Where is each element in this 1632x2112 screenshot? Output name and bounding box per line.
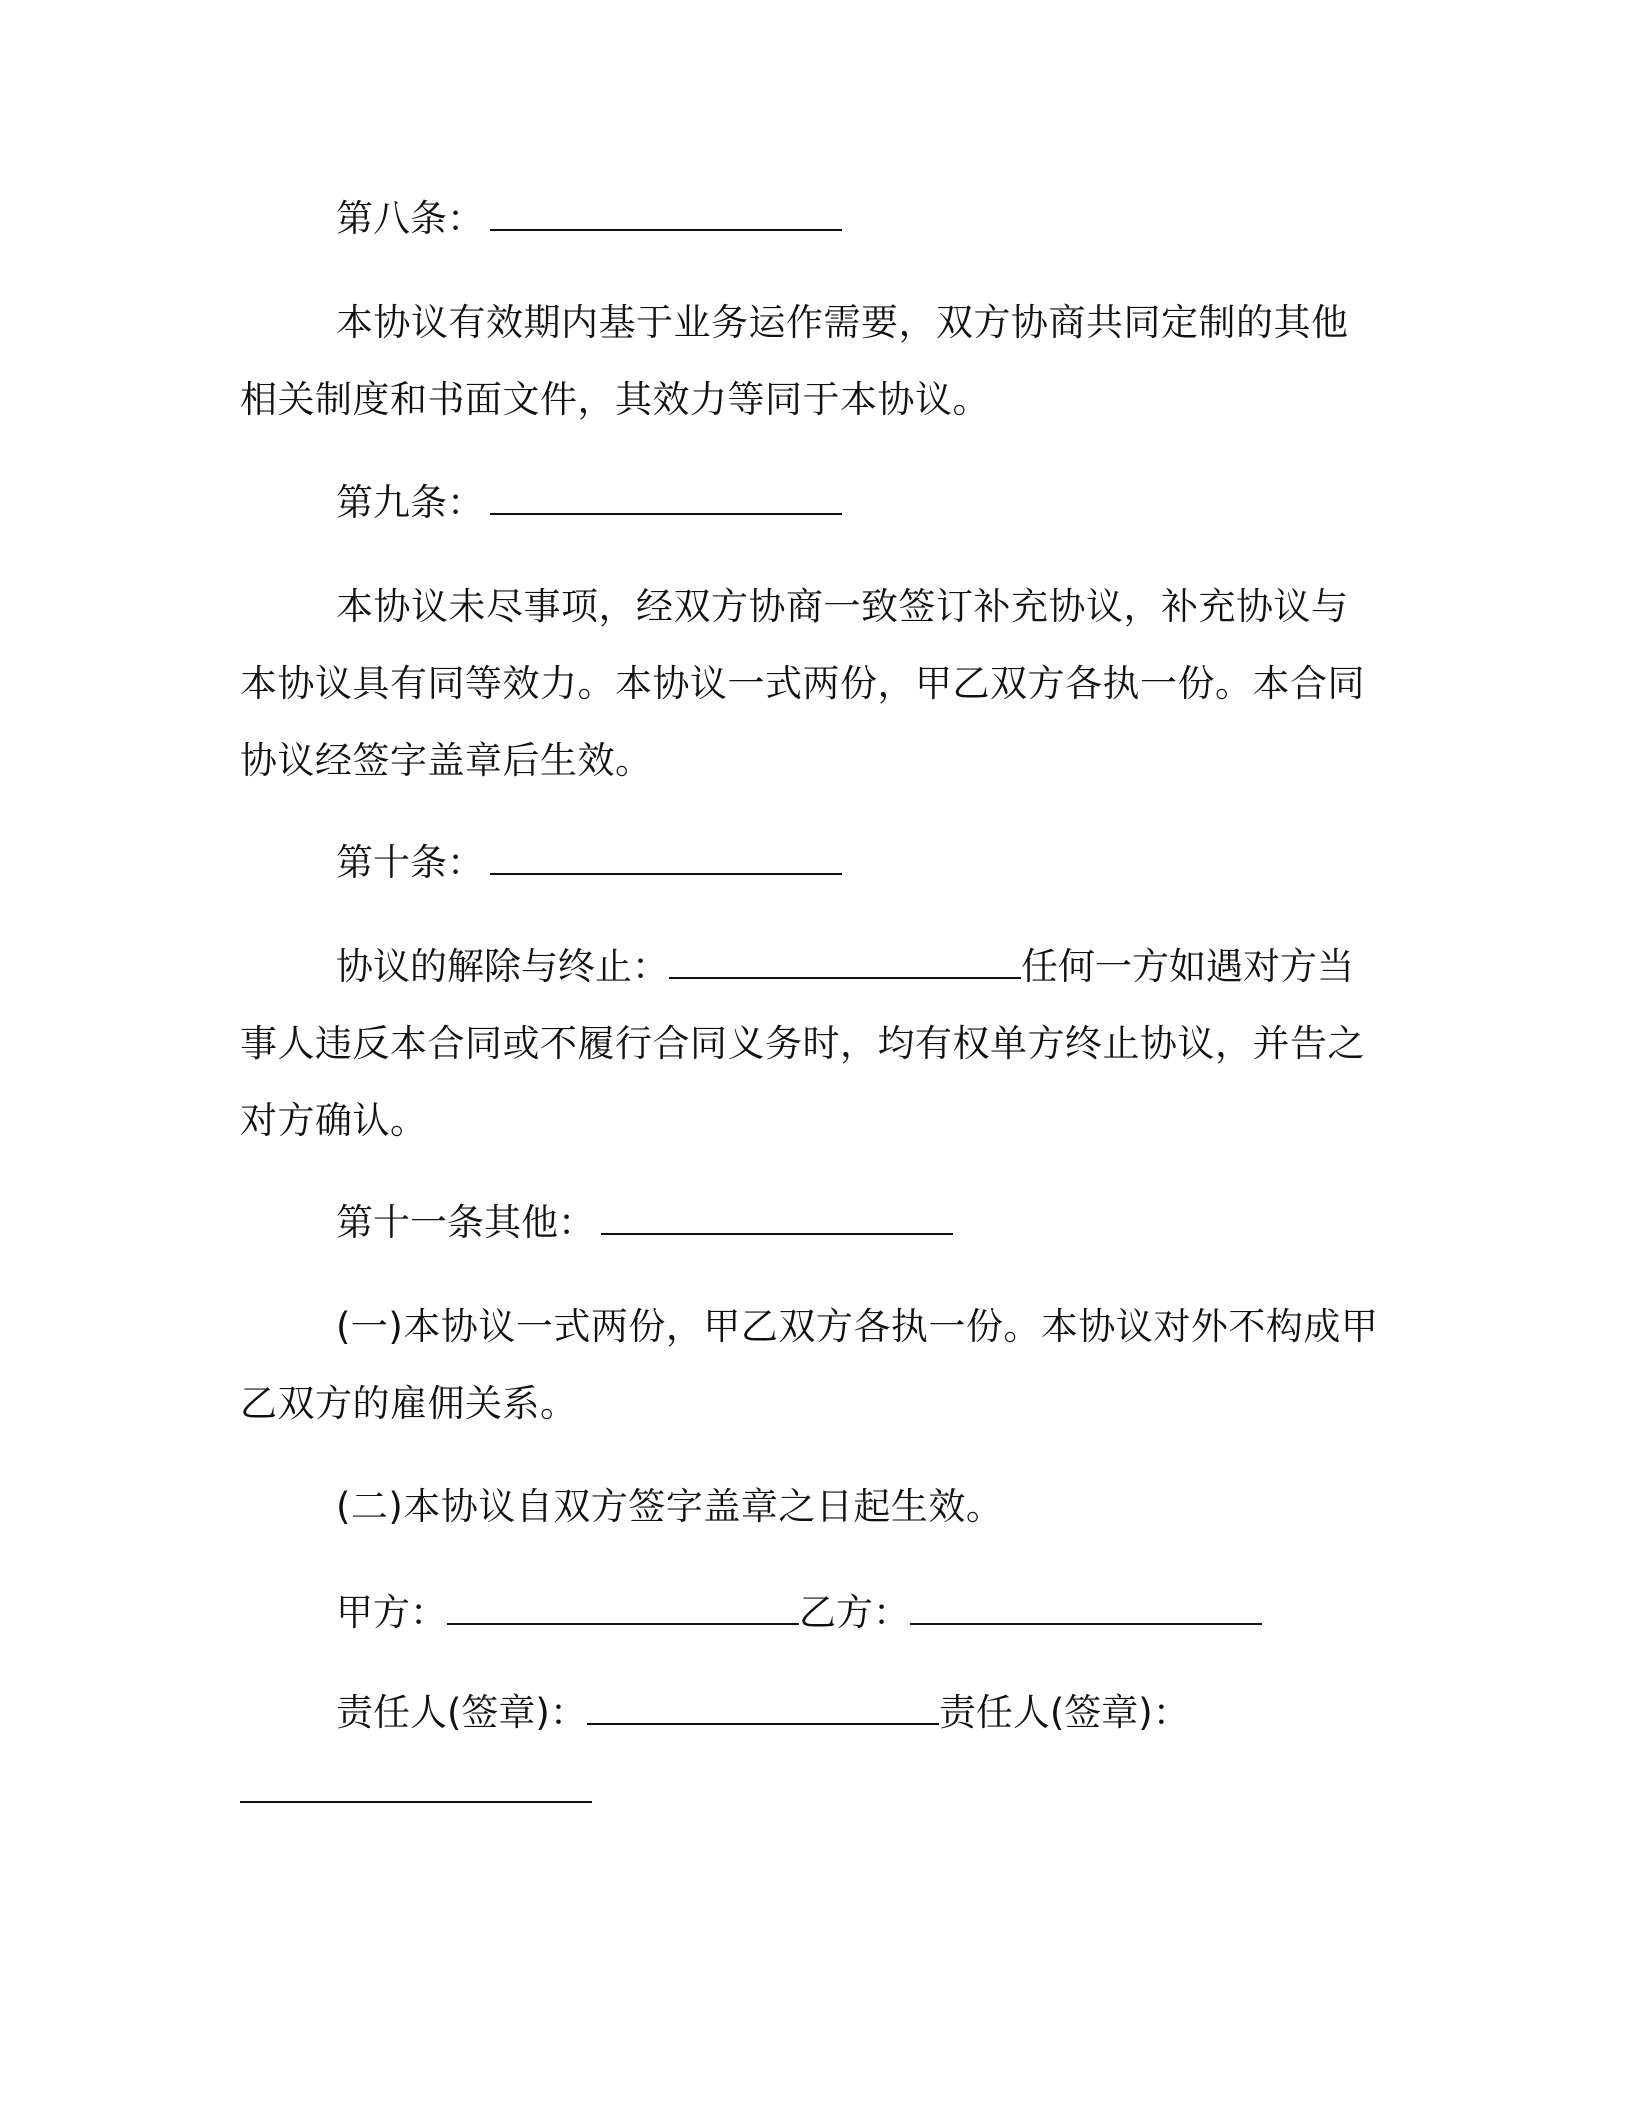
party-b-label: 乙方：	[799, 1591, 910, 1634]
article-8-body: 本协议有效期内基于业务运作需要，双方协商共同定制的其他相关制度和书面文件，其效力等同于本协议。	[240, 301, 1349, 421]
party-signature-line	[240, 1574, 1262, 1651]
article-11-title: 第十一条其他：	[336, 1201, 595, 1244]
party-a-blank	[447, 1595, 799, 1625]
article-8-title: 第八条：	[336, 197, 484, 240]
article-10-termination-rest: 事人违反本合同或不履行合同义务时，均有权单方终止协议，并告之对方确认。	[240, 1022, 1365, 1142]
article-10-title: 第十条：	[336, 841, 484, 884]
article-9-body: 本协议未尽事项，经双方协商一致签订补充协议，补充协议与本协议具有同等效力。本协议一式两份，甲乙双方各执一份。本合同协议经签字盖章后生效。	[240, 585, 1365, 782]
article-11-heading	[240, 1184, 953, 1261]
responsible-a-blank	[587, 1695, 939, 1725]
article-9-title: 第九条：	[336, 481, 484, 524]
responsible-a-label: 责任人(签章)：	[336, 1691, 587, 1734]
party-a-label: 甲方：	[336, 1591, 447, 1634]
article-8-blank	[490, 201, 842, 231]
article-9-blank	[490, 485, 842, 515]
article-11-blank	[601, 1205, 953, 1235]
party-b-blank	[910, 1595, 1262, 1625]
article-9-heading	[240, 464, 842, 541]
article-10-termination-line	[240, 928, 1354, 1005]
article-8-heading	[240, 180, 842, 257]
responsible-b-blank-line	[240, 1752, 592, 1829]
responsible-b-blank	[240, 1773, 592, 1803]
article-11-item-2: (二)本协议自双方签字盖章之日起生效。	[336, 1485, 1004, 1528]
responsible-b-label: 责任人(签章)：	[938, 1691, 1190, 1734]
termination-text-first: 任何一方如遇对方当	[1021, 945, 1354, 988]
termination-label: 协议的解除与终止：	[336, 945, 669, 988]
article-10-heading	[240, 824, 842, 901]
responsible-signature-line	[240, 1674, 1190, 1751]
article-11-item-1: (一)本协议一式两份，甲乙双方各执一份。本协议对外不构成甲乙双方的雇佣关系。	[240, 1305, 1379, 1425]
article-10-blank	[490, 845, 842, 875]
termination-blank	[669, 949, 1021, 979]
